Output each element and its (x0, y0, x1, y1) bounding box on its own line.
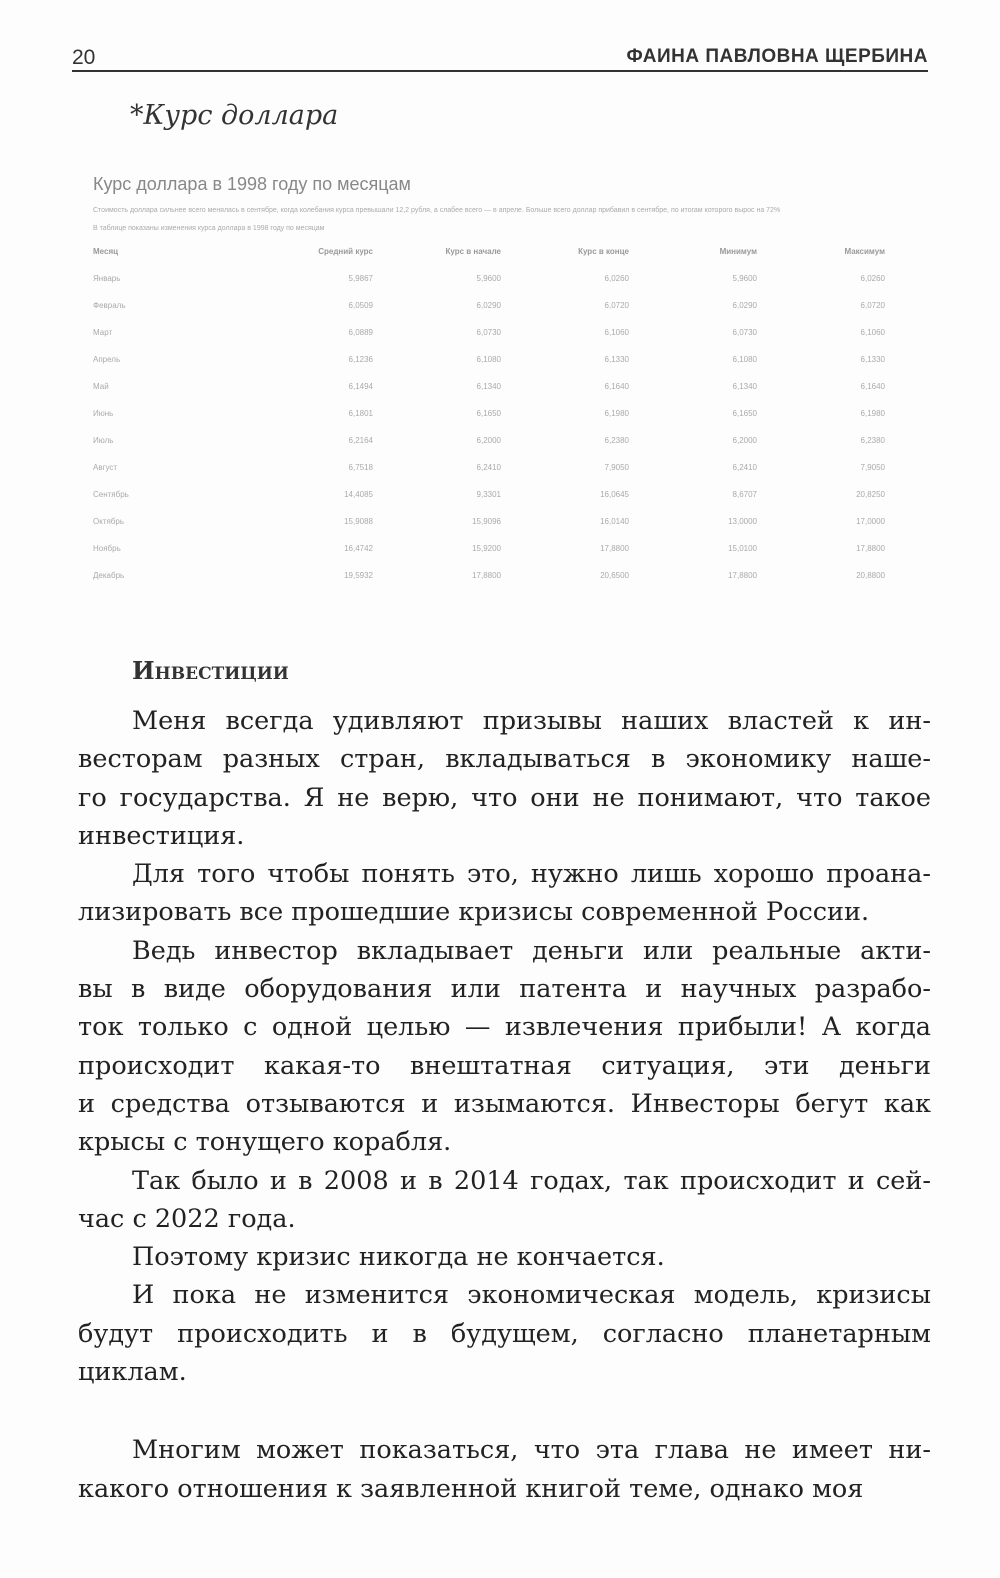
table-cell: 6,0889 (348, 328, 373, 337)
table-cell: Апрель (93, 355, 121, 364)
column-header: Максимум (844, 247, 885, 256)
table-cell: 5,9867 (348, 274, 373, 283)
table-cell: 6,7518 (348, 463, 373, 472)
table-cell: 14,4085 (344, 490, 373, 499)
exchange-rate-table (93, 174, 913, 589)
table-cell: Сентябрь (93, 490, 129, 499)
table-cell: 20,8250 (856, 490, 885, 499)
table-cell: 8,6707 (732, 490, 757, 499)
table-cell: 20,8800 (856, 571, 885, 580)
text-line: происходит какая-то внештатная ситуация, эти деньги (78, 1050, 931, 1081)
text-line: инвестиция. (78, 820, 245, 851)
table-cell: Июнь (93, 409, 114, 418)
table-cell: 6,1340 (476, 382, 501, 391)
table-cell: 6,0730 (476, 328, 501, 337)
table-cell: Февраль (93, 301, 126, 310)
table-title: Курс доллара в 1998 году по месяцам (93, 174, 411, 194)
table-cell: 7,9050 (604, 463, 629, 472)
text-line: Для того чтобы понять это, нужно лишь хорошо проана- (132, 859, 931, 890)
table-cell: Июль (93, 436, 114, 445)
text-line: Так было и в 2008 и в 2014 годах, так происходит и сей- (132, 1165, 931, 1196)
text-line: Ведь инвестор вкладывает деньги или реальные акти- (132, 935, 931, 966)
table-cell: 17,8800 (472, 571, 501, 580)
text-line: го государства. Я не верю, что они не понимают, что такое (78, 782, 931, 813)
table-cell: 9,3301 (476, 490, 501, 499)
table-cell: 6,0720 (860, 301, 885, 310)
table-cell: 6,1650 (732, 409, 757, 418)
table-row (93, 427, 913, 454)
table-row (93, 265, 913, 292)
table-cell: 15,0100 (728, 544, 757, 553)
table-cell: 6,1080 (476, 355, 501, 364)
table-cell: 13,0000 (728, 517, 757, 526)
text-line: И пока не изменится экономическая модель, кризисы (132, 1280, 931, 1311)
table-cell: 16,4742 (344, 544, 373, 553)
table-row (93, 319, 913, 346)
table-cell: 6,2410 (476, 463, 501, 472)
table-cell: 6,2164 (348, 436, 373, 445)
table-cell: 6,2380 (860, 436, 885, 445)
table-header-row (93, 238, 913, 265)
author-name: ФАИНА ПАВЛОВНА ЩЕРБИНА (626, 46, 928, 67)
table-cell: 6,1980 (860, 409, 885, 418)
text-line: Многим может показаться, что эта глава не имеет ни- (132, 1435, 931, 1466)
table-row (93, 535, 913, 562)
text-line: весторам разных стран, вкладываться в экономику наше- (78, 744, 931, 775)
table-cell: 6,2000 (732, 436, 757, 445)
table-cell: 6,2380 (604, 436, 629, 445)
table-row (93, 562, 913, 589)
table-cell: 6,0260 (860, 274, 885, 283)
table-description: Стоимость доллара сильнее всего менялась в сентябре, когда колебания курса превышали 12,2 рубля, а слабее всего — в апреле. Больше всего доллар прибавил в сентябре, по итогам которого вырос на 72% (93, 207, 781, 214)
table-cell: Январь (93, 274, 121, 283)
text-line: Меня всегда удивляют призывы наших властей к ин- (132, 706, 931, 736)
table-cell: 6,1340 (732, 382, 757, 391)
table-cell: 6,0260 (604, 274, 629, 283)
table-cell: Декабрь (93, 571, 125, 580)
section-title: Инвестиции (132, 656, 289, 685)
text-line: час с 2022 года. (78, 1203, 296, 1234)
table-row (93, 454, 913, 481)
table-cell: 6,1494 (348, 382, 373, 391)
table-cell: 15,9088 (344, 517, 373, 526)
table-cell: 6,0509 (348, 301, 373, 310)
table-cell: 17,0000 (856, 517, 885, 526)
table-cell: 6,0290 (732, 301, 757, 310)
text-line: вы в виде оборудования или патента и научных разрабо- (78, 974, 931, 1005)
table-cell: Май (93, 382, 109, 391)
table-cell: Ноябрь (93, 544, 121, 553)
table-cell: Март (93, 328, 113, 337)
table-cell: 6,1060 (860, 328, 885, 337)
table-row (93, 400, 913, 427)
page-number: 20 (72, 46, 96, 69)
text-line: крысы с тонущего корабля. (78, 1127, 452, 1158)
text-line: Поэтому кризис никогда не кончается. (132, 1242, 665, 1273)
table-cell: 6,1060 (604, 328, 629, 337)
body-text (78, 702, 931, 1508)
table-cell: 6,1801 (348, 409, 373, 418)
table-cell: 6,0730 (732, 328, 757, 337)
table-cell: 6,0290 (476, 301, 501, 310)
table-cell: 17,8800 (856, 544, 885, 553)
table-cell: 15,9200 (472, 544, 501, 553)
table-cell: 6,1650 (476, 409, 501, 418)
footnote-label: *Курс доллара (130, 100, 339, 131)
table-row (93, 292, 913, 319)
table-row (93, 346, 913, 373)
table-cell: 16,0140 (600, 517, 629, 526)
text-line: лизировать все прошедшие кризисы современной России. (78, 897, 870, 928)
table-cell: 5,9600 (732, 274, 757, 283)
table-cell: 6,2410 (732, 463, 757, 472)
text-line: и средства отзываются и изымаются. Инвесторы бегут как (78, 1088, 931, 1119)
table-cell: 6,2000 (476, 436, 501, 445)
table-caption: В таблице показаны изменения курса доллара в 1998 году по месяцам (93, 225, 325, 232)
text-line: какого отношения к заявленной книгой теме, однако моя (78, 1473, 864, 1504)
column-header: Курс в конце (578, 247, 629, 256)
table-cell: 6,1330 (860, 355, 885, 364)
table-cell: 6,1640 (604, 382, 629, 391)
table-cell: 16,0645 (600, 490, 629, 499)
column-header: Месяц (93, 247, 119, 256)
table-cell: 6,0720 (604, 301, 629, 310)
table-row (93, 508, 913, 535)
text-line: будут происходить и в будущем, согласно планетарным (78, 1318, 931, 1349)
running-header (72, 44, 928, 72)
table-cell: 19,5932 (344, 571, 373, 580)
table-row (93, 373, 913, 400)
text-line: циклам. (78, 1357, 187, 1388)
table-cell: Август (93, 463, 118, 472)
text-line: ток только с одной целью — извлечения прибыли! А когда (78, 1012, 931, 1043)
table-cell: 6,1330 (604, 355, 629, 364)
table-cell: Октябрь (93, 517, 125, 526)
table-cell: 15,9096 (472, 517, 501, 526)
column-header: Средний курс (318, 247, 373, 256)
table-cell: 20,6500 (600, 571, 629, 580)
table-cell: 6,1080 (732, 355, 757, 364)
table-cell: 6,1236 (348, 355, 373, 364)
table-cell: 6,1980 (604, 409, 629, 418)
table-cell: 17,8800 (728, 571, 757, 580)
column-header: Курс в начале (445, 247, 501, 256)
table-cell: 7,9050 (860, 463, 885, 472)
table-cell: 6,1640 (860, 382, 885, 391)
table-cell: 5,9600 (476, 274, 501, 283)
column-header: Минимум (719, 247, 757, 256)
table-cell: 17,8800 (600, 544, 629, 553)
table-row (93, 481, 913, 508)
